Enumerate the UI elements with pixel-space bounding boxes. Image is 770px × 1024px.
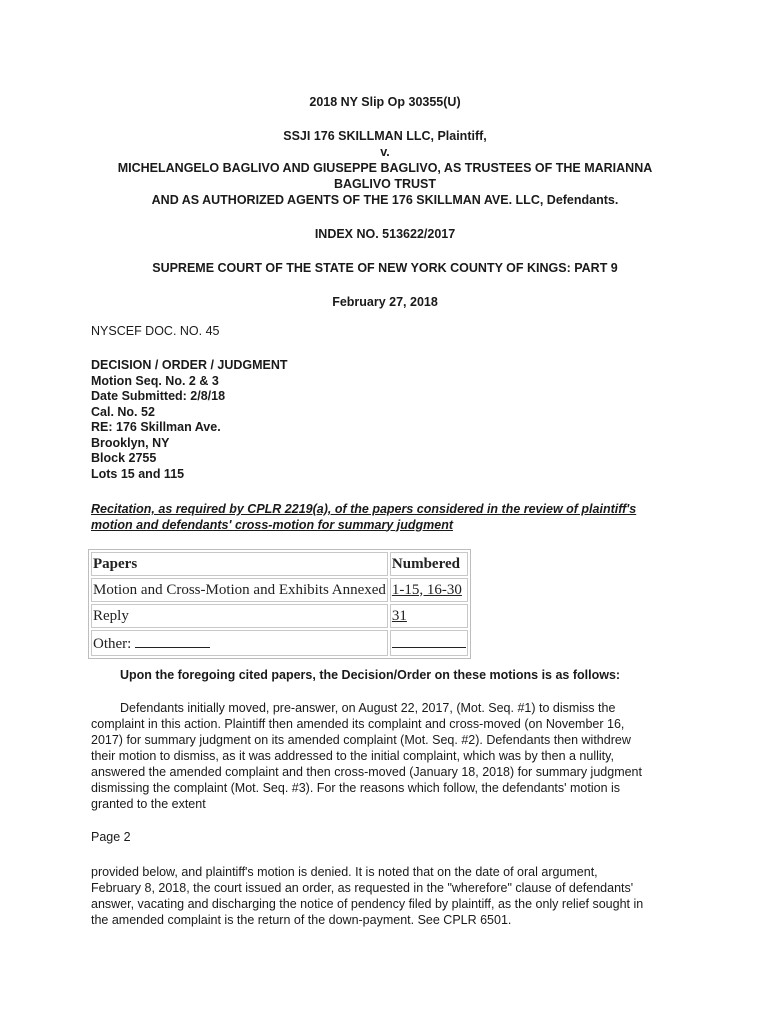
recitation-line-1: Recitation, as required by CPLR 2219(a), of the papers considered in the review of plaintiff's xyxy=(91,502,637,516)
paragraph-2-line: February 8, 2018, the court issued an order, as requested in the "wherefore" clause of defendants' xyxy=(91,881,634,895)
blank-line xyxy=(392,633,466,648)
date-submitted: Date Submitted: 2/8/18 xyxy=(91,389,226,403)
paragraph-2 xyxy=(91,864,686,928)
paper-cell xyxy=(91,630,388,656)
decision-block xyxy=(91,358,681,482)
papers-table xyxy=(88,549,471,659)
blank-line xyxy=(135,634,210,648)
numbered-value: 1-15, 16-30 xyxy=(391,581,462,598)
table-header-row xyxy=(91,552,468,576)
recitation xyxy=(91,502,691,533)
table-row xyxy=(91,578,468,602)
case-header xyxy=(0,94,770,310)
column-header-papers: Papers xyxy=(91,552,388,576)
paragraph-1-line: dismissing the complaint (Mot. Seq. #3). For the reasons which follow, the defendants' motion is xyxy=(91,781,621,795)
table-row xyxy=(91,630,468,656)
defendants-line-3: AND AS AUTHORIZED AGENTS OF THE 176 SKILLMAN AVE. LLC, Defendants. xyxy=(151,193,619,207)
property-city: Brooklyn, NY xyxy=(91,435,170,450)
column-header-numbered: Numbered xyxy=(390,552,468,576)
paper-cell: Motion and Cross-Motion and Exhibits Annexed xyxy=(91,578,388,602)
numbered-cell xyxy=(390,578,468,602)
block-number: Block 2755 xyxy=(91,451,157,465)
versus-line: v. xyxy=(380,145,390,159)
paper-other-label: Other: xyxy=(93,635,132,652)
paragraph-1-line: granted to the extent xyxy=(91,797,206,811)
numbered-cell xyxy=(390,604,468,628)
cal-number: Cal. No. 52 xyxy=(91,404,155,419)
paragraph-1-line: answered the amended complaint and then cross-moved (January 18, 2018) for summary judgment xyxy=(91,765,642,779)
defendants-line-1: MICHELANGELO BAGLIVO AND GIUSEPPE BAGLIVO, AS TRUSTEES OF THE MARIANNA xyxy=(117,161,653,175)
court-name: SUPREME COURT OF THE STATE OF NEW YORK COUNTY OF KINGS: PART 9 xyxy=(152,261,618,275)
numbered-cell xyxy=(390,630,468,656)
paper-cell: Reply xyxy=(91,604,388,628)
decision-date: February 27, 2018 xyxy=(332,295,438,309)
paragraph-2-line: the amended complaint is the return of the down-payment. See CPLR 6501. xyxy=(91,913,512,927)
page-label: Page 2 xyxy=(91,830,131,844)
paragraph-1-line: Defendants initially moved, pre-answer, on August 22, 2017, (Mot. Seq. #1) to dismiss the xyxy=(120,701,616,715)
motion-seq: Motion Seq. No. 2 & 3 xyxy=(91,373,219,388)
index-number: INDEX NO. 513622/2017 xyxy=(314,227,456,241)
decision-title: DECISION / ORDER / JUDGMENT xyxy=(91,358,288,372)
recitation-line-2: motion and defendants' cross-motion for summary judgment xyxy=(91,517,454,532)
numbered-value: 31 xyxy=(391,607,407,624)
property-address: RE: 176 Skillman Ave. xyxy=(91,420,221,434)
paragraph-2-line: answer, vacating and discharging the notice of pendency filed by plaintiff, as the only relief sought in xyxy=(91,897,644,911)
defendants-line-2: BAGLIVO TRUST xyxy=(333,177,437,191)
paragraph-1-line: 2017) for summary judgment on its amended complaint (Mot. Seq. #2). Defendants then withdrew xyxy=(91,733,631,747)
lots-number: Lots 15 and 115 xyxy=(91,466,185,481)
paragraph-1 xyxy=(91,700,686,812)
slip-op-citation: 2018 NY Slip Op 30355(U) xyxy=(309,95,461,109)
nyscef-doc-number: NYSCEF DOC. NO. 45 xyxy=(91,324,220,338)
table-row xyxy=(91,604,468,628)
plaintiff-line: SSJI 176 SKILLMAN LLC, Plaintiff, xyxy=(283,129,487,143)
foregoing-statement: Upon the foregoing cited papers, the Decision/Order on these motions is as follows: xyxy=(120,668,621,682)
paragraph-2-line: provided below, and plaintiff's motion is denied. It is noted that on the date of oral argument, xyxy=(91,865,598,879)
paragraph-1-line: complaint in this action. Plaintiff then amended its complaint and cross-moved (on November 16, xyxy=(91,717,625,731)
paragraph-1-line: their motion to dismiss, as it was addressed to the initial complaint, which was by then a nullity, xyxy=(91,749,614,763)
